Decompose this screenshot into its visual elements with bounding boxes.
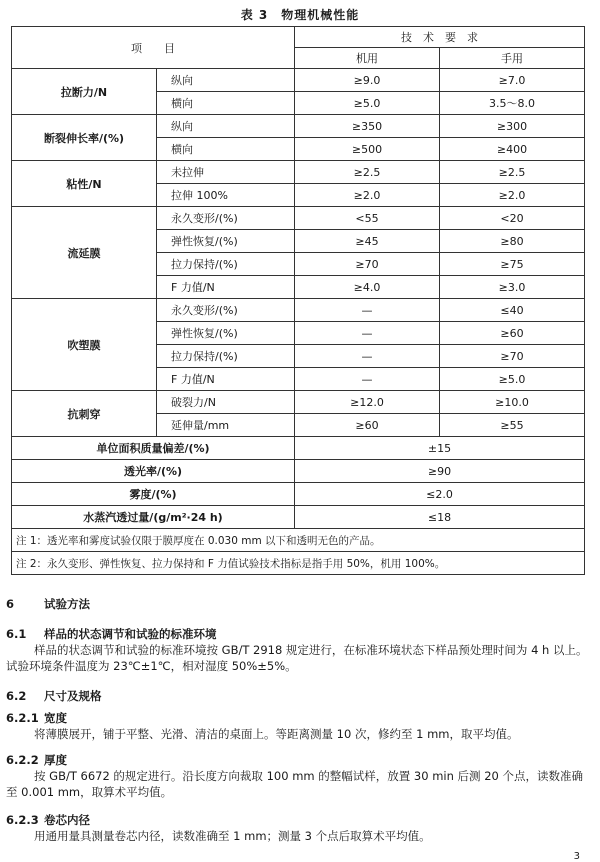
machine-value: ≥45	[295, 230, 440, 253]
group-label: 拉断力/N	[12, 69, 157, 115]
section-number: 6.2	[6, 689, 27, 703]
sub-item-label: 拉力保持/(%)	[157, 345, 295, 368]
section-title: 宽度	[44, 711, 67, 725]
machine-value: ≥60	[295, 414, 440, 437]
machine-value: —	[295, 299, 440, 322]
machine-value: ≥5.0	[295, 92, 440, 115]
hand-value: ≥80	[440, 230, 585, 253]
machine-value: —	[295, 368, 440, 391]
section-6	[6, 596, 592, 612]
section-6-2-3	[6, 812, 592, 844]
hand-value: ≥2.5	[440, 161, 585, 184]
group-label: 抗刺穿	[12, 391, 157, 437]
section-title: 尺寸及规格	[44, 689, 102, 703]
table-row	[12, 69, 585, 92]
shared-value: ≤18	[295, 506, 585, 529]
section-6-2-1	[6, 710, 592, 742]
table-row	[12, 161, 585, 184]
shared-value: ≥90	[295, 460, 585, 483]
section-6-2-2	[6, 752, 592, 800]
header-item: 项 目	[12, 27, 295, 69]
header-machine: 机用	[295, 48, 440, 69]
machine-value: ≥12.0	[295, 391, 440, 414]
sub-item-label: 横向	[157, 138, 295, 161]
hand-value: ≥70	[440, 345, 585, 368]
group-label: 流延膜	[12, 207, 157, 299]
hand-value: ≥75	[440, 253, 585, 276]
table-caption: 表 3 物理机械性能	[240, 8, 360, 22]
hand-value: ≥300	[440, 115, 585, 138]
properties-table	[11, 26, 585, 575]
hand-value: ≥3.0	[440, 276, 585, 299]
table-row	[12, 391, 585, 414]
paragraph: 将薄膜展开，铺于平整、光滑、清洁的桌面上。等距离测量 10 次，修约至 1 mm，取平均值。	[34, 727, 519, 741]
table-note-row	[12, 552, 585, 575]
sub-item-label: 纵向	[157, 115, 295, 138]
hand-value: ≥60	[440, 322, 585, 345]
machine-value: ≥4.0	[295, 276, 440, 299]
section-6-1	[6, 626, 592, 674]
table-row	[12, 506, 585, 529]
row-label: 水蒸汽透过量/(g/m²·24 h)	[12, 506, 295, 529]
sub-item-label: F 力值/N	[157, 276, 295, 299]
sub-item-label: 未拉伸	[157, 161, 295, 184]
table-row	[12, 437, 585, 460]
hand-value: ≥55	[440, 414, 585, 437]
hand-value: ≥10.0	[440, 391, 585, 414]
machine-value: ≥2.0	[295, 184, 440, 207]
table-row	[12, 299, 585, 322]
table-row	[12, 483, 585, 506]
sub-item-label: 弹性恢复/(%)	[157, 230, 295, 253]
section-number: 6.2.1	[6, 711, 39, 725]
table-note: 注 2：永久变形、弹性恢复、拉力保持和 F 力值试验技术指标是指手用 50%，机用 100%。	[12, 552, 585, 575]
hand-value: ≥400	[440, 138, 585, 161]
sub-item-label: 拉伸 100%	[157, 184, 295, 207]
header-hand: 手用	[440, 48, 585, 69]
section-title: 样品的状态调节和试验的标准环境	[44, 627, 217, 641]
machine-value: ≥350	[295, 115, 440, 138]
table-row	[12, 207, 585, 230]
group-label: 粘性/N	[12, 161, 157, 207]
machine-value: ≥2.5	[295, 161, 440, 184]
machine-value: <55	[295, 207, 440, 230]
machine-value: —	[295, 345, 440, 368]
table-note: 注 1：透光率和雾度试验仅限于膜厚度在 0.030 mm 以下和透明无色的产品。	[12, 529, 585, 552]
sub-item-label: 永久变形/(%)	[157, 299, 295, 322]
sub-item-label: F 力值/N	[157, 368, 295, 391]
table-row	[12, 115, 585, 138]
shared-value: ≤2.0	[295, 483, 585, 506]
sub-item-label: 弹性恢复/(%)	[157, 322, 295, 345]
paragraph: 样品的状态调节和试验的标准环境按 GB/T 2918 规定进行，在标准环境状态下样品预处理时间为 4 h 以上。试验环境条件温度为 23℃±1℃，相对湿度 50%±5%。	[6, 643, 588, 673]
section-number: 6.1	[6, 627, 27, 641]
row-label: 单位面积质量偏差/(%)	[12, 437, 295, 460]
section-number: 6	[6, 597, 15, 611]
sub-item-label: 横向	[157, 92, 295, 115]
header-tech: 技 术 要 求	[295, 27, 585, 48]
hand-value: <20	[440, 207, 585, 230]
section-6-2	[6, 688, 592, 704]
group-label: 吹塑膜	[12, 299, 157, 391]
section-number: 6.2.2	[6, 753, 39, 767]
group-label: 断裂伸长率/(%)	[12, 115, 157, 161]
table-note-row	[12, 529, 585, 552]
hand-value: 3.5～8.0	[440, 92, 585, 115]
machine-value: ≥9.0	[295, 69, 440, 92]
row-label: 透光率/(%)	[12, 460, 295, 483]
hand-value: ≥5.0	[440, 368, 585, 391]
hand-value: ≤40	[440, 299, 585, 322]
paragraph: 按 GB/T 6672 的规定进行。沿长度方向裁取 100 mm 的整幅试样，放置 30 min 后测 20 个点，读数准确至 0.001 mm，取算术平均值。	[6, 769, 583, 799]
section-title: 卷芯内径	[44, 813, 90, 827]
sub-item-label: 纵向	[157, 69, 295, 92]
page-number: 3	[573, 851, 580, 862]
section-number: 6.2.3	[6, 813, 39, 827]
sub-item-label: 拉力保持/(%)	[157, 253, 295, 276]
paragraph: 用通用量具测量卷芯内径，读数准确至 1 mm；测量 3 个点后取算术平均值。	[34, 829, 431, 843]
sub-item-label: 破裂力/N	[157, 391, 295, 414]
machine-value: ≥70	[295, 253, 440, 276]
hand-value: ≥7.0	[440, 69, 585, 92]
section-title: 试验方法	[44, 597, 90, 611]
table-row	[12, 460, 585, 483]
machine-value: ≥500	[295, 138, 440, 161]
section-title: 厚度	[44, 753, 67, 767]
machine-value: —	[295, 322, 440, 345]
shared-value: ±15	[295, 437, 585, 460]
sub-item-label: 永久变形/(%)	[157, 207, 295, 230]
sub-item-label: 延伸量/mm	[157, 414, 295, 437]
hand-value: ≥2.0	[440, 184, 585, 207]
row-label: 雾度/(%)	[12, 483, 295, 506]
